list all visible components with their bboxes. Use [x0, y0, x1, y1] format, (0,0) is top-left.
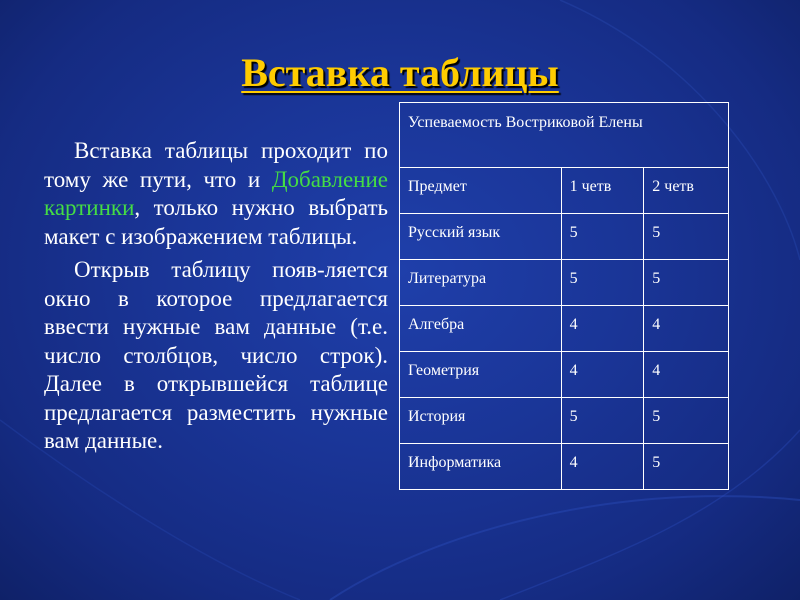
paragraph-open-table: Открыв таблицу появ-ляется окно в которое предлагается ввести нужные вам данные (т.е. число столбцов, число строк). Далее в открывшейся таблице предлагается разместить нужные вам данные. [44, 257, 388, 453]
grade-cell: 5 [644, 260, 729, 306]
subject-cell: История [400, 398, 562, 444]
table-row [400, 214, 729, 260]
grade-cell: 4 [644, 306, 729, 352]
subject-cell: Литература [400, 260, 562, 306]
header-subject: Предмет [400, 168, 562, 214]
grade-cell: 4 [561, 306, 644, 352]
table-row [400, 352, 729, 398]
slide-title: Вставка таблицы [241, 50, 559, 95]
grade-cell: 5 [561, 398, 644, 444]
subject-cell: Геометрия [400, 352, 562, 398]
slide-body-text [44, 137, 388, 461]
paragraph-1-after-link: , только нужно выбрать макет с изображением таблицы. [44, 195, 388, 249]
grade-cell: 5 [644, 214, 729, 260]
table-header-row [400, 168, 729, 214]
grade-cell: 5 [561, 214, 644, 260]
grade-cell: 5 [644, 444, 729, 490]
subject-cell: Алгебра [400, 306, 562, 352]
header-quarter-2: 2 четв [644, 168, 729, 214]
header-quarter-1: 1 четв [561, 168, 644, 214]
table-row [400, 398, 729, 444]
table-caption-row [400, 103, 729, 168]
grade-cell: 4 [561, 352, 644, 398]
paragraph-insert-table [44, 137, 388, 251]
grade-cell: 5 [644, 398, 729, 444]
subject-cell: Русский язык [400, 214, 562, 260]
table-row [400, 444, 729, 490]
table-row [400, 260, 729, 306]
grades-table [399, 102, 729, 490]
add-picture-link[interactable]: Добавление картинки [44, 166, 388, 220]
subject-cell: Информатика [400, 444, 562, 490]
table-row [400, 306, 729, 352]
grade-cell: 4 [644, 352, 729, 398]
grade-cell: 4 [561, 444, 644, 490]
table-caption: Успеваемость Востриковой Елены [400, 103, 729, 168]
grade-cell: 5 [561, 260, 644, 306]
paragraph-1-before-link: Вставка таблицы проходит по тому же пути, что и [44, 138, 388, 192]
